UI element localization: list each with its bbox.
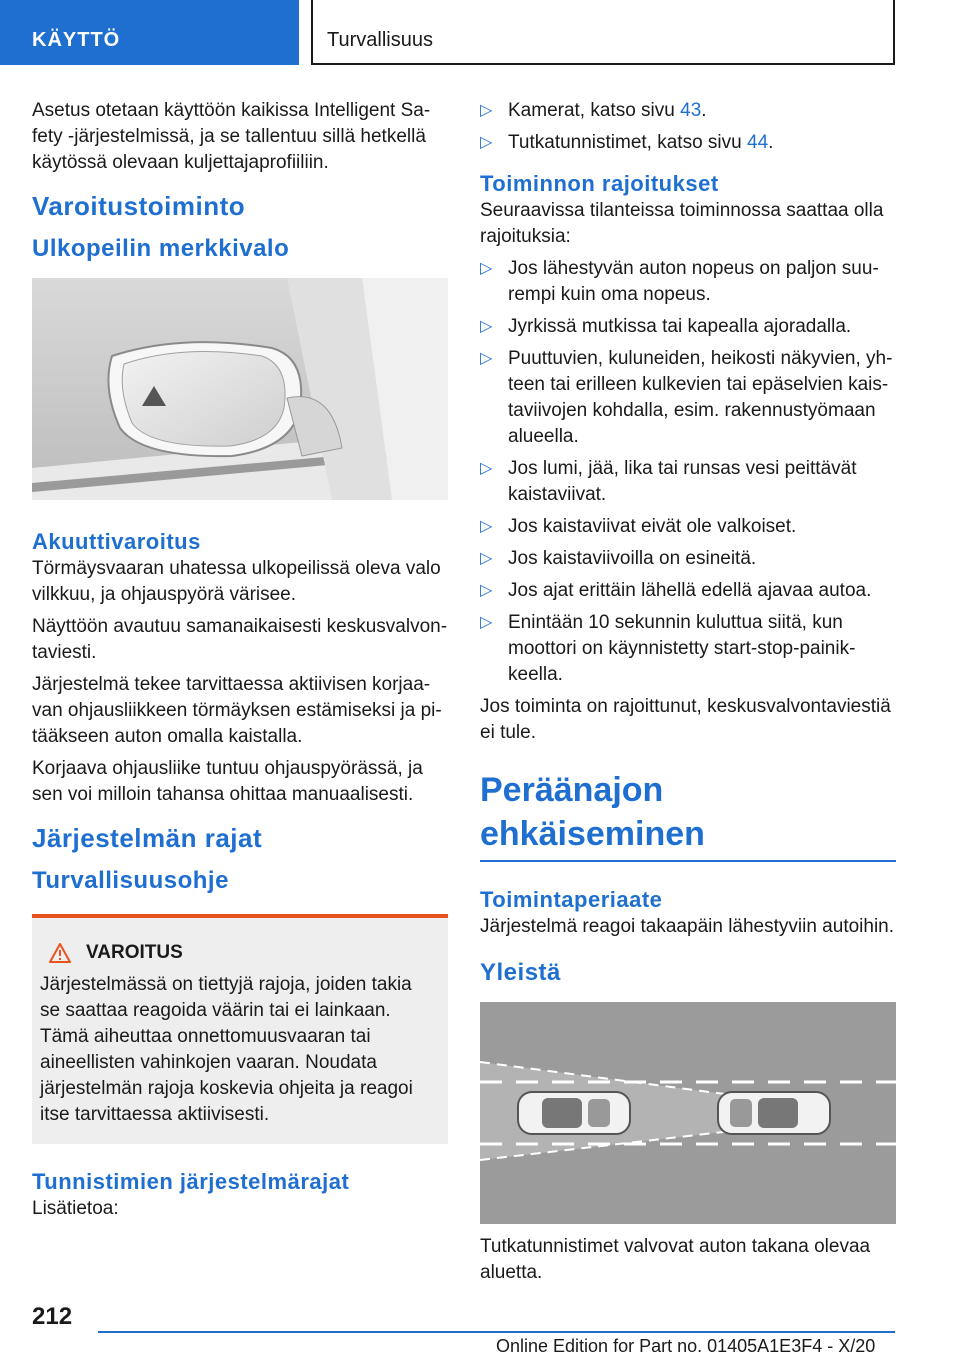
- lisatietoa-text: Lisätietoa:: [32, 1198, 119, 1219]
- limitation-item: [480, 610, 896, 688]
- radar-coverage-diagram: [480, 1002, 896, 1224]
- triangle-bullet-icon: ▷: [480, 260, 493, 277]
- limitation-item: [480, 256, 896, 308]
- akuutti-paragraph-1: Törmäysvaaran uhatessa ulkopeilissä oleva valo vilkkuu, ja ohjauspyörä värisee.: [32, 558, 441, 605]
- limitations-list: [480, 256, 896, 688]
- edition-text: Online Edition for Part no. 01405A1E3F4 - X/20: [496, 1336, 876, 1356]
- limitation-text: Jos ajat erittäin lähellä edellä ajavaa autoa.: [508, 580, 872, 601]
- limitation-item: [480, 346, 896, 450]
- rajoitukset-intro: Seuraavissa tilanteissa toiminnossa saattaa olla rajoituksia:: [480, 200, 884, 247]
- warning-title: VAROITUS: [86, 942, 183, 963]
- following-car-icon: [518, 1092, 630, 1134]
- heading-peraanajon-ehkaiseminen: Peräänajon ehkäiseminen: [480, 768, 896, 862]
- heading-tunnistimien-jarjestelmarajat: Tunnistimien järjestelmärajat: [32, 1169, 350, 1194]
- heading-akuuttivaroitus: Akuuttivaroitus: [32, 529, 201, 554]
- heading-varoitustoiminto: Varoitustoiminto: [32, 191, 246, 221]
- warning-box: [32, 914, 448, 1144]
- intro-paragraph: Asetus otetaan käyttöön kaikissa Intelligent Safety -järjestelmissä, ja se tallentuu sillä hetkellä käytössä olevaan kuljettajaprofiiliin.: [32, 100, 431, 173]
- reference-end: .: [701, 100, 707, 121]
- warning-header: [40, 940, 436, 966]
- triangle-bullet-icon: ▷: [480, 318, 493, 335]
- triangle-bullet-icon: ▷: [480, 350, 493, 367]
- akuutti-paragraph-4: Korjaava ohjausliike tuntuu ohjauspyörässä, ja sen voi milloin tahansa ohittaa manuaalisesti.: [32, 758, 423, 805]
- heading-ulkopeilin-merkkivalo: Ulkopeilin merkkivalo: [32, 235, 290, 262]
- limitation-item: [480, 314, 896, 340]
- reference-item-radar: [480, 130, 896, 156]
- heading-jarjestelman-rajat: Järjestelmän rajat: [32, 823, 263, 853]
- limitation-text: Jos kaistaviivat eivät ole valkoiset.: [508, 516, 797, 537]
- reference-end: .: [768, 132, 774, 153]
- heading-toimintaperiaate: Toimintaperiaate: [480, 887, 663, 912]
- heading-toiminnon-rajoitukset: Toiminnon rajoitukset: [480, 171, 719, 196]
- limitation-item: [480, 514, 896, 540]
- reference-item-cameras: [480, 98, 896, 124]
- limitation-item: [480, 578, 896, 604]
- footer-divider: [98, 1331, 895, 1333]
- akuutti-paragraph-2: Näyttöön avautuu samanaikaisesti keskusvalvontaviesti.: [32, 616, 448, 663]
- mirror-indicator-image: [32, 278, 448, 500]
- heading-yleista: Yleistä: [480, 959, 561, 986]
- limitation-item: [480, 456, 896, 508]
- triangle-bullet-icon: ▷: [480, 460, 493, 477]
- limitation-item: [480, 546, 896, 572]
- page-number: 212: [32, 1303, 73, 1330]
- reference-list: [480, 98, 896, 156]
- triangle-bullet-icon: ▷: [480, 102, 493, 119]
- akuutti-paragraph-3: Järjestelmä tekee tarvittaessa aktiivisen korjaavan ohjausliikkeen törmäyksen estämiseksi ja pitääkseen auton omalla kaistalla.: [32, 674, 442, 747]
- limitation-text: Jos kaistaviivoilla on esineitä.: [508, 548, 757, 569]
- triangle-bullet-icon: ▷: [480, 550, 493, 567]
- limitation-text: Jos lumi, jää, lika tai runsas vesi peittävät kaistaviivat.: [508, 458, 857, 505]
- section-label: KÄYTTÖ: [32, 29, 121, 51]
- warning-triangle-icon: [48, 942, 72, 964]
- diagram-caption: Tutkatunnistimet valvovat auton takana olevaa aluetta.: [480, 1236, 871, 1283]
- limitation-text: Jos lähestyvän auton nopeus on paljon suurempi kuin oma nopeus.: [508, 258, 879, 305]
- warning-text: Järjestelmässä on tiettyjä rajoja, joiden takia se saattaa reagoida väärin tai ei lainkaan. Tämä aiheuttaa onnettomuusvaaran tai aineellisten vahinkojen vaaran. Noudata järjestelmän rajoja koskevia ohjeita ja reagoi itse tarvittaessa aktiivisesti.: [40, 974, 413, 1125]
- own-car-icon: [718, 1092, 830, 1134]
- triangle-bullet-icon: ▷: [480, 614, 493, 631]
- reference-text: Tutkatunnistimet, katso sivu: [508, 132, 748, 153]
- right-column: [480, 98, 896, 1292]
- limitation-text: Puuttuvien, kuluneiden, heikosti näkyvien, yhteen tai erilleen kulkevien tai epäselvien kaistaviivojen kohdalla, esim. rakennustyömaan alueella.: [508, 348, 893, 447]
- triangle-bullet-icon: ▷: [480, 518, 493, 535]
- triangle-bullet-icon: ▷: [480, 134, 493, 151]
- section-tab: [0, 0, 299, 65]
- triangle-bullet-icon: ▷: [480, 582, 493, 599]
- heading-turvallisuusohje: Turvallisuusohje: [32, 867, 229, 894]
- rajoitukset-outro: Jos toiminta on rajoittunut, keskusvalvontaviestiä ei tule.: [480, 696, 891, 743]
- page-link-43[interactable]: 43: [680, 100, 702, 121]
- chapter-tab: [311, 0, 895, 65]
- left-column: [32, 98, 448, 1228]
- page-link-44[interactable]: 44: [747, 132, 769, 153]
- limitation-text: Enintään 10 sekunnin kuluttua siitä, kun moottori on käynnistetty start-stop-painikkeella.: [508, 612, 856, 685]
- reference-text: Kamerat, katso sivu: [508, 100, 681, 121]
- periaate-text: Järjestelmä reagoi takaapäin lähestyviin autoihin.: [480, 916, 895, 937]
- limitation-text: Jyrkissä mutkissa tai kapealla ajoradalla.: [508, 316, 852, 337]
- chapter-title: Turvallisuus: [327, 29, 433, 51]
